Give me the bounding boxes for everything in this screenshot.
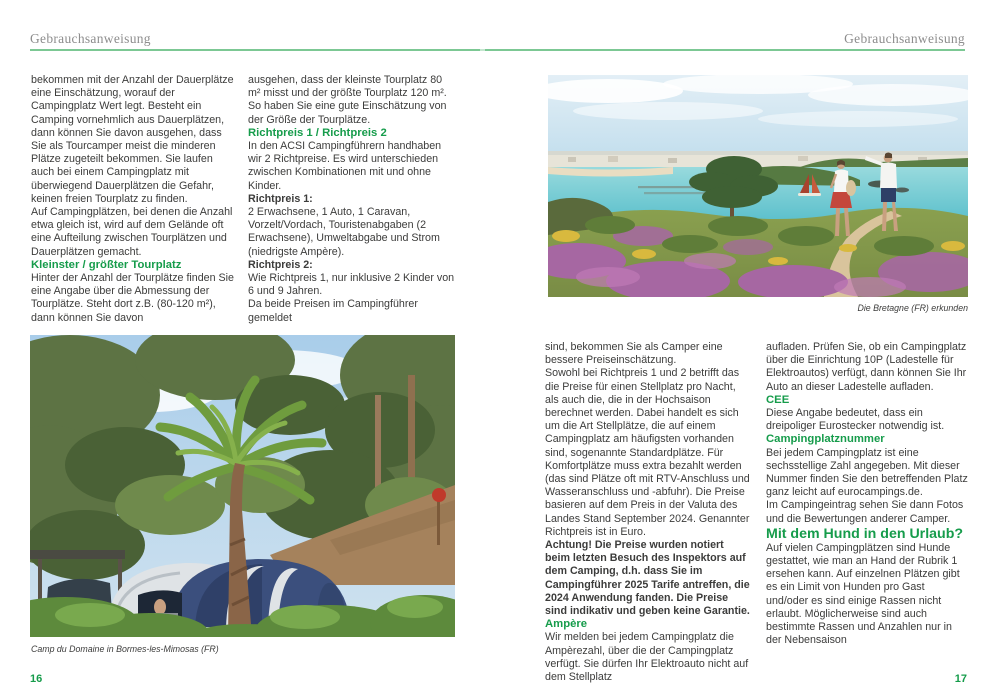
paragraph: bekommen mit der Anzahl der Dauerplätze eine Einschätzung, worauf der Campingplatz Wert legt. Besteht ein Camping vornehmlich aus Dauerplätzen, dann können Sie davon ausgehen, dass Sie als Tourcamper meist die minderen Plätze zugeteilt bekommen. Sie laufen auch bei einem Campingplatz mit überwiegend Dauerplätzen die Gefahr, keinen freien Tourplatz zu finden.	[31, 74, 234, 205]
paragraph: 2 Erwachsene, 1 Auto, 1 Caravan, Vorzelt/Vordach, Touristenabgaben (2 Erwachsene), Umweltabgabe und Strom (niedrigste Ampère).	[248, 206, 440, 258]
red-sign	[432, 488, 446, 502]
paragraph: In den ACSI Campingführern handhaben wir 2 Richtpreise. Es wird unterschieden zwischen Kombinationen mit und ohne Kinder.	[248, 140, 442, 192]
paragraph: Auf Campingplätzen, bei denen die Anzahl etwa gleich ist, wird auf dem Gelände oft eine Aufteilung zwischen Tourplätzen und Dauerplätzen gemacht.	[31, 206, 233, 258]
header-rule	[30, 49, 965, 51]
paragraph: Bei jedem Campingplatz ist eine sechsstellige Zahl angegeben. Mit dieser Nummer finden Sie den betreffenden Platz ganz leicht auf eurocampings.de.	[766, 446, 968, 499]
paragraph: Auf vielen Campingplätzen sind Hunde gestattet, wie man an Hand der Rubrik 1 ersehen kann. Auf einzelnen Plätzen gibt es ein Limit von Hunden pro Gast und/oder es sind einige Rassen nicht erlaubt. Möglicherweise sind auch bestimmte Rassen und Anzahlen nur in der Nebensaison	[766, 541, 960, 647]
section-heading: Kleinster / größter Tourplatz	[31, 258, 182, 271]
bold-label: Richtpreis 2:	[248, 258, 313, 271]
paragraph: sind, bekommen Sie als Camper eine bessere Preiseinschätzung.	[545, 341, 723, 367]
page-number-right: 17	[954, 673, 967, 685]
paragraph: Hinter der Anzahl der Tourplätze finden Sie eine Angabe über die Abmessung der Tourplätze. Steht dort z.B. (80-120 m²), dann können Sie davon	[31, 272, 234, 324]
campsite-illustration	[30, 335, 455, 637]
paragraph: Wir melden bei jedem Campingplatz die Ampèrezahl, über die der Campingplatz verfügt. Sie dürfen Ihr Elektroauto nicht auf dem Stellplatz	[545, 631, 749, 684]
photo-caption-left: Camp du Domaine in Bormes-les-Mimosas (FR)	[31, 644, 219, 654]
paragraph: Diese Angabe bedeutet, dass ein dreipoliger Eurostecker notwendig ist.	[766, 407, 945, 433]
paragraph: aufladen. Prüfen Sie, ob ein Campingplatz über die Einrichtung 10P (Ladestelle für Elektroautos) verfügt, dann können Sie Ihr Auto an dieser Ladestelle aufladen.	[766, 341, 967, 393]
right-page-column-1	[545, 341, 751, 684]
photo-brittany	[548, 75, 968, 297]
running-head-right: Gebrauchsanweisung	[844, 31, 965, 46]
page-seam	[480, 49, 485, 51]
section-heading: Campingplatznummer	[766, 433, 885, 446]
paragraph: Wie Richtpreis 1, nur inklusive 2 Kinder von 6 und 9 Jahren.	[248, 272, 455, 298]
section-heading: Richtpreis 1 / Richtpreis 2	[248, 126, 387, 139]
right-page-column-2	[766, 341, 968, 647]
photo-campsite	[30, 335, 455, 637]
running-head-left: Gebrauchsanweisung	[30, 31, 151, 46]
warning-paragraph: Achtung! Die Preise wurden notiert beim letzten Besuch des Inspektors auf dem Camping, d.h. dass Sie im Campingführer 2025 Tarife antreffen, die 2024 Anwendung fanden. Die Preise sind indikativ und geben keine Garantie.	[545, 539, 750, 618]
bold-label: Richtpreis 1:	[248, 192, 313, 205]
left-page-column-2	[248, 74, 455, 325]
brittany-illustration	[548, 75, 968, 297]
page-number-left: 16	[30, 673, 43, 685]
section-heading: CEE	[766, 393, 790, 406]
photo-caption-right: Die Bretagne (FR) erkunden	[857, 303, 968, 313]
paragraph: Da beide Preisen im Campingführer gemeldet	[248, 298, 418, 324]
left-page-column-1	[31, 74, 236, 325]
paragraph: ausgehen, dass der kleinste Tourplatz 80 m² misst und der größte Tourplatz 120 m². So haben Sie eine gute Einschätzung von der Größe der Tourplätze.	[248, 74, 447, 126]
paragraph: Im Campingeintrag sehen Sie dann Fotos und die Bewertungen anderer Camper.	[766, 499, 964, 525]
section-heading: Ampère	[545, 618, 588, 631]
paragraph: Sowohl bei Richtpreis 1 und 2 betrifft das die Preise für einen Stellplatz pro Nacht, als auch die, die in der Hochsaison berechnet werden. Dabei handelt es sich um die Art Stellplätze, die auf einem Campingplatz am häufigsten vorhanden sind, sogenannte Standardplätze. Für Komfortplätze muss extra bezahlt werden (das sind Plätze oft mit RTV-Anschluss und Wasseranschluss und -abfuhr). Die Preise basieren auf dem Preis in der Valuta des Landes Stand September 2024. Genannter Richtpreis ist in Euro.	[545, 367, 750, 538]
chapter-heading: Mit dem Hund in den Urlaub?	[766, 525, 964, 542]
